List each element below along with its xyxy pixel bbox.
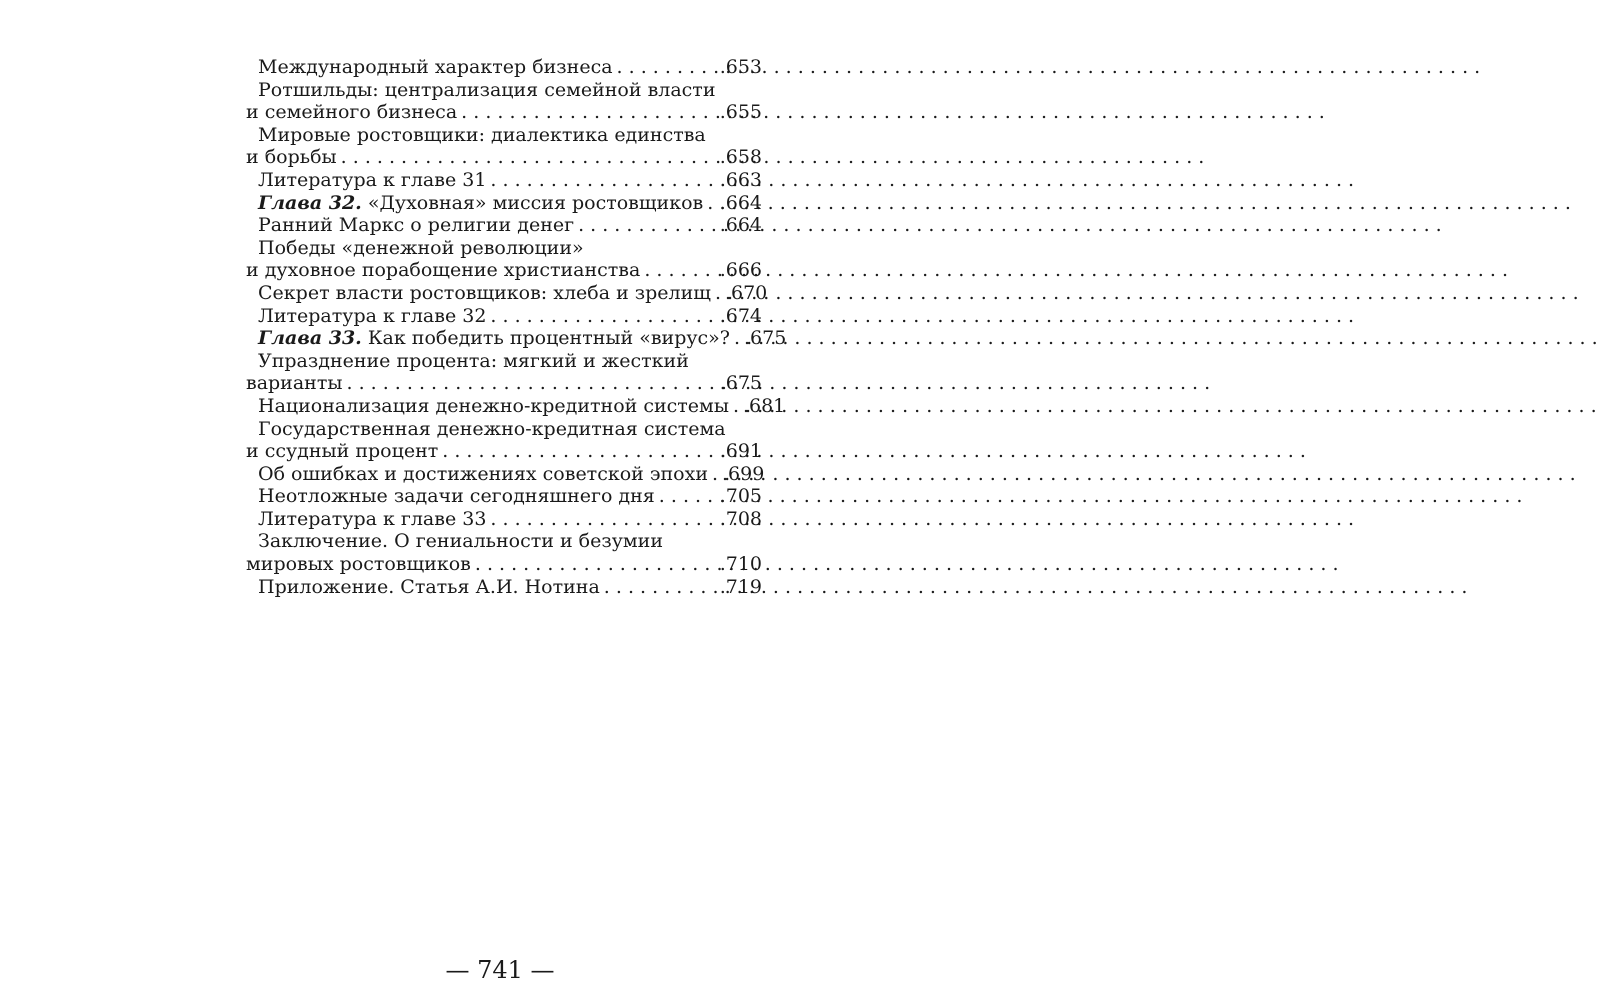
toc-page-number: .675	[744, 327, 787, 350]
toc-page-number: .708	[719, 507, 762, 530]
toc-page-number: .655	[719, 101, 762, 124]
toc-chapter-heading	[258, 327, 730, 350]
dot-leader	[490, 305, 719, 328]
toc-entry-continuation	[246, 146, 762, 169]
toc-entry-title: Международный характер бизнеса	[258, 56, 613, 78]
toc-entry	[246, 462, 765, 486]
toc-page-number: .675	[719, 372, 762, 395]
dot-leader	[578, 214, 720, 237]
toc-entry-title: Государственная денежно-кредитная система	[258, 417, 726, 440]
dot-leader	[617, 56, 720, 79]
toc-page-number: .719	[719, 575, 762, 598]
toc-entry-continuation	[246, 101, 762, 124]
toc-entry-title: и семейного бизнеса	[246, 101, 458, 124]
toc-entry	[246, 350, 762, 373]
dot-leader	[712, 463, 722, 486]
toc-page-number: .664	[719, 191, 762, 214]
toc-page-number: .699	[721, 462, 765, 485]
toc-chapter-entry	[246, 327, 787, 350]
toc-page-number: .663	[719, 168, 762, 191]
toc-page-number: .705	[719, 485, 762, 508]
toc-entry-title: Литература к главе 32	[258, 304, 487, 327]
toc-entry-title: Литература к главе 31	[258, 168, 487, 191]
toc-page-number: .658	[719, 146, 762, 169]
toc-entry-continuation	[246, 440, 762, 463]
dot-leader	[733, 395, 743, 418]
toc-entry-continuation	[246, 259, 762, 282]
dot-leader	[346, 372, 719, 395]
toc-entry	[246, 56, 762, 79]
toc-entry-title: Упразднение процента: мягкий и жесткий	[258, 349, 689, 372]
dot-leader	[475, 553, 720, 576]
toc-entry	[246, 418, 762, 441]
toc-page-number: .691	[719, 440, 762, 463]
toc-entry-title: Ротшильды: централизация семейной власти	[258, 78, 716, 101]
toc-entry	[246, 124, 762, 147]
dot-leader	[604, 576, 720, 599]
toc-page-number: .653	[719, 56, 762, 78]
toc-entry	[246, 237, 762, 260]
toc-entry	[246, 169, 762, 192]
toc-entry	[246, 508, 762, 531]
toc-entry	[246, 576, 762, 599]
toc-page-number: .681	[742, 394, 786, 417]
dot-leader	[659, 485, 720, 508]
toc-entry	[246, 530, 762, 553]
toc-entry	[246, 214, 762, 237]
toc-page-number: .664	[719, 214, 762, 237]
toc-entry-title: Победы «денежной революции»	[258, 236, 584, 259]
dot-leader	[707, 192, 719, 215]
chapter-label: Глава 33.	[258, 327, 362, 350]
toc-entry	[246, 305, 762, 328]
toc-page-number: .674	[719, 304, 762, 327]
dot-leader	[734, 327, 744, 350]
toc-entry-title: варианты	[246, 372, 343, 395]
toc-entry-title: и борьбы	[246, 146, 337, 169]
table-of-contents	[246, 56, 787, 598]
toc-entry	[246, 485, 762, 508]
page-number: — 741 —	[445, 956, 555, 984]
toc-entry-title: Об ошибках и достижениях советской эпохи	[258, 462, 708, 485]
dot-leader	[490, 169, 719, 192]
toc-entry	[246, 79, 762, 102]
toc-entry-title: Секрет власти ростовщиков: хлеба и зрелищ	[258, 281, 711, 304]
chapter-label: Глава 32.	[258, 191, 362, 214]
dot-leader	[341, 146, 720, 169]
toc-entry-continuation	[246, 553, 762, 576]
toc-page-number: .670	[724, 281, 768, 304]
toc-entry	[246, 281, 768, 305]
toc-entry-title: Мировые ростовщики: диалектика единства	[258, 123, 706, 146]
toc-chapter-entry	[246, 192, 762, 215]
toc-entry-title: и ссудный процент	[246, 440, 439, 463]
toc-entry-title: Неотложные задачи сегодняшнего дня	[258, 485, 655, 508]
toc-page-number: .710	[719, 553, 762, 576]
dot-leader	[461, 101, 720, 124]
toc-entry-title: Литература к главе 33	[258, 507, 487, 530]
dot-leader	[490, 508, 719, 531]
toc-chapter-heading	[258, 192, 703, 215]
toc-entry-title: и духовное порабощение христианства	[246, 259, 641, 282]
toc-page-number: .666	[719, 259, 762, 282]
toc-entry-title: Приложение. Статья А.И. Нотина	[258, 575, 600, 598]
dot-leader	[715, 282, 725, 305]
toc-entry-title: Заключение. О гениальности и безумии	[258, 530, 663, 553]
toc-entry	[246, 394, 786, 418]
chapter-title: «Духовная» миссия ростовщиков	[361, 191, 704, 214]
dot-leader	[644, 259, 719, 282]
toc-entry-title: Национализация денежно-кредитной системы	[258, 394, 729, 417]
toc-entry-title: Ранний Маркс о религии денег	[258, 214, 575, 237]
chapter-title: Как победить процентный «вирус»?	[361, 327, 730, 350]
toc-entry-title: мировых ростовщиков	[246, 553, 471, 576]
toc-entry-continuation	[246, 372, 762, 395]
dot-leader	[442, 440, 719, 463]
